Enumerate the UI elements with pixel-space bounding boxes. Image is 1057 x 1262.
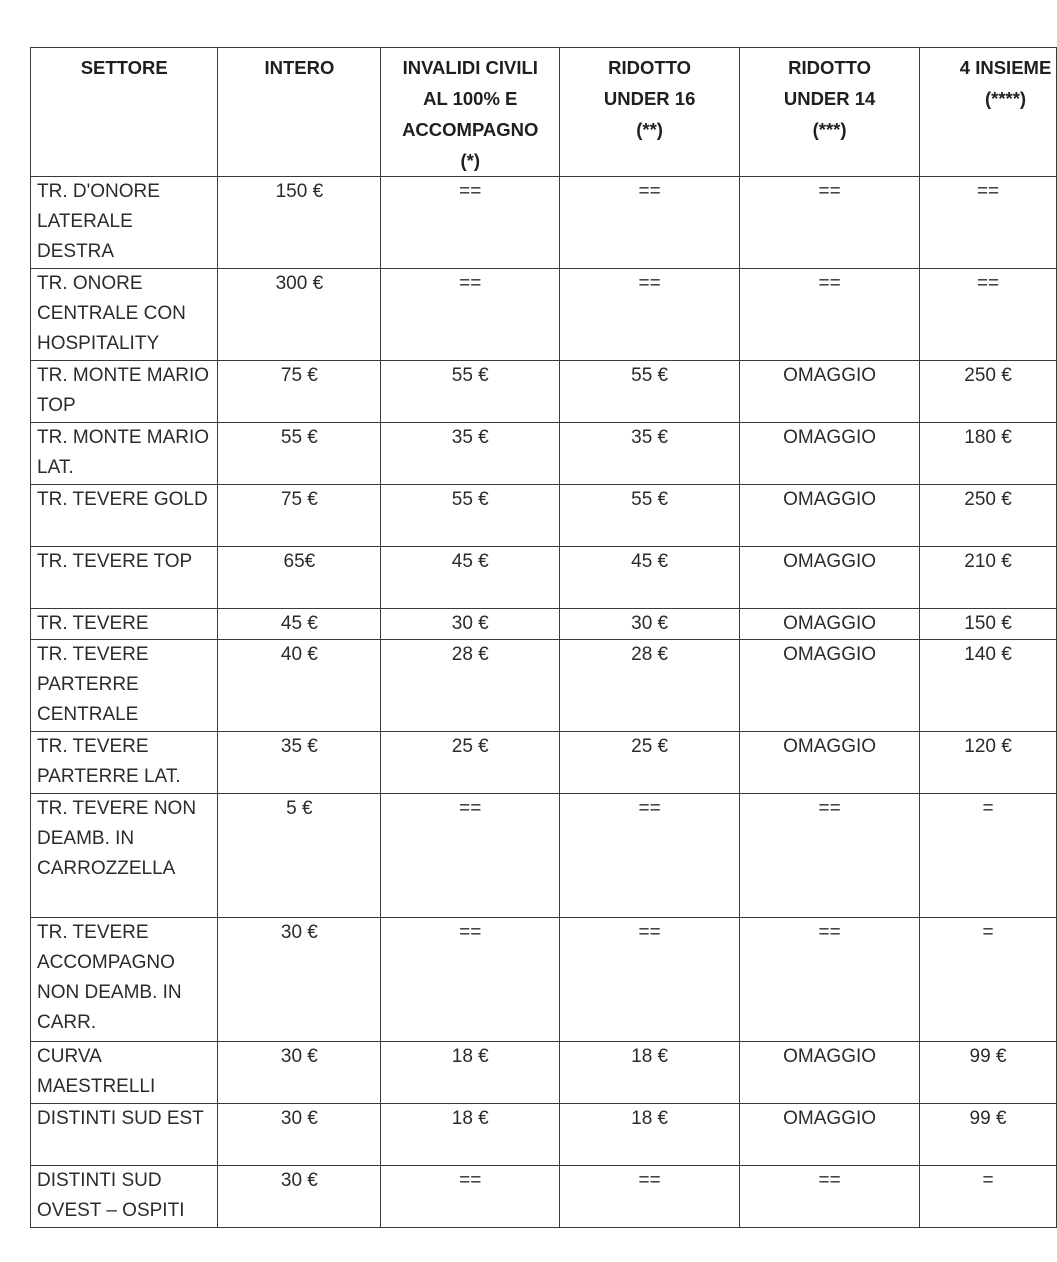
cell-under-16: 28 € — [560, 640, 740, 732]
cell-4-insieme: 120 € — [920, 732, 1057, 794]
cell-settore: CURVA MAESTRELLI — [31, 1042, 218, 1104]
cell-settore: TR. MONTE MARIO TOP — [31, 361, 218, 423]
cell-settore: TR. TEVERE TOP — [31, 547, 218, 609]
cell-under-16: 25 € — [560, 732, 740, 794]
cell-invalidi: == — [381, 1166, 560, 1228]
cell-invalidi: 55 € — [381, 485, 560, 547]
table-row — [31, 732, 1057, 794]
cell-intero: 30 € — [218, 1042, 381, 1104]
cell-4-insieme: == — [920, 177, 1057, 269]
cell-under-16: == — [560, 794, 740, 918]
cell-invalidi: == — [381, 269, 560, 361]
cell-under-14: OMAGGIO — [740, 423, 920, 485]
table-row — [31, 794, 1057, 918]
cell-under-14: OMAGGIO — [740, 1104, 920, 1166]
price-table — [30, 47, 1057, 1228]
cell-settore: DISTINTI SUD OVEST – OSPITI — [31, 1166, 218, 1228]
cell-4-insieme: 99 € — [920, 1104, 1057, 1166]
cell-under-14: == — [740, 918, 920, 1042]
table-row — [31, 423, 1057, 485]
table-row — [31, 918, 1057, 1042]
cell-settore: TR. D'ONORE LATERALE DESTRA — [31, 177, 218, 269]
header-settore: SETTORE — [31, 48, 218, 177]
cell-4-insieme: 140 € — [920, 640, 1057, 732]
cell-settore: TR. TEVERE — [31, 609, 218, 640]
cell-settore: TR. TEVERE ACCOMPAGNO NON DEAMB. IN CARR. — [31, 918, 218, 1042]
table-row — [31, 1166, 1057, 1228]
cell-under-14: OMAGGIO — [740, 640, 920, 732]
cell-intero: 300 € — [218, 269, 381, 361]
table-row — [31, 640, 1057, 732]
header-intero: INTERO — [218, 48, 381, 177]
cell-intero: 55 € — [218, 423, 381, 485]
cell-intero: 35 € — [218, 732, 381, 794]
cell-invalidi: 45 € — [381, 547, 560, 609]
cell-under-14: OMAGGIO — [740, 361, 920, 423]
price-table-body — [31, 177, 1057, 1228]
header-row — [31, 48, 1057, 177]
cell-settore: TR. ONORE CENTRALE CON HOSPITALITY — [31, 269, 218, 361]
cell-under-16: 55 € — [560, 485, 740, 547]
cell-4-insieme: 250 € — [920, 485, 1057, 547]
cell-under-14: OMAGGIO — [740, 609, 920, 640]
cell-intero: 30 € — [218, 1166, 381, 1228]
cell-invalidi: 28 € — [381, 640, 560, 732]
cell-intero: 5 € — [218, 794, 381, 918]
cell-under-14: OMAGGIO — [740, 485, 920, 547]
cell-under-16: 18 € — [560, 1042, 740, 1104]
cell-intero: 30 € — [218, 1104, 381, 1166]
cell-intero: 75 € — [218, 485, 381, 547]
cell-under-14: OMAGGIO — [740, 1042, 920, 1104]
cell-intero: 75 € — [218, 361, 381, 423]
cell-invalidi: == — [381, 794, 560, 918]
cell-intero: 65€ — [218, 547, 381, 609]
cell-settore: TR. MONTE MARIO LAT. — [31, 423, 218, 485]
cell-invalidi: 25 € — [381, 732, 560, 794]
cell-under-14: == — [740, 269, 920, 361]
cell-settore: DISTINTI SUD EST — [31, 1104, 218, 1166]
table-row — [31, 1104, 1057, 1166]
cell-4-insieme: == — [920, 269, 1057, 361]
cell-invalidi: 35 € — [381, 423, 560, 485]
cell-settore: TR. TEVERE GOLD — [31, 485, 218, 547]
header-ridotto-under-14: RIDOTTO UNDER 14 (***) — [740, 48, 920, 177]
cell-4-insieme: = — [920, 794, 1057, 918]
cell-intero: 40 € — [218, 640, 381, 732]
cell-under-14: == — [740, 1166, 920, 1228]
header-invalidi-civili: INVALIDI CIVILI AL 100% E ACCOMPAGNO (*) — [381, 48, 560, 177]
table-row — [31, 609, 1057, 640]
cell-invalidi: 30 € — [381, 609, 560, 640]
cell-intero: 30 € — [218, 918, 381, 1042]
cell-invalidi: 18 € — [381, 1104, 560, 1166]
header-4-insieme: 4 INSIEME (****) — [920, 48, 1057, 177]
table-row — [31, 269, 1057, 361]
cell-intero: 150 € — [218, 177, 381, 269]
header-ridotto-under-16: RIDOTTO UNDER 16 (**) — [560, 48, 740, 177]
cell-under-14: OMAGGIO — [740, 732, 920, 794]
cell-under-16: 30 € — [560, 609, 740, 640]
cell-4-insieme: 250 € — [920, 361, 1057, 423]
cell-intero: 45 € — [218, 609, 381, 640]
cell-under-16: 18 € — [560, 1104, 740, 1166]
cell-under-14: OMAGGIO — [740, 547, 920, 609]
cell-settore: TR. TEVERE NON DEAMB. IN CARROZZELLA — [31, 794, 218, 918]
cell-invalidi: == — [381, 918, 560, 1042]
table-row — [31, 1042, 1057, 1104]
cell-invalidi: 55 € — [381, 361, 560, 423]
table-row — [31, 177, 1057, 269]
cell-under-16: 45 € — [560, 547, 740, 609]
cell-4-insieme: = — [920, 1166, 1057, 1228]
cell-under-16: 55 € — [560, 361, 740, 423]
cell-under-14: == — [740, 794, 920, 918]
cell-under-16: 35 € — [560, 423, 740, 485]
cell-invalidi: 18 € — [381, 1042, 560, 1104]
table-row — [31, 485, 1057, 547]
cell-under-14: == — [740, 177, 920, 269]
cell-invalidi: == — [381, 177, 560, 269]
table-row — [31, 361, 1057, 423]
cell-4-insieme: 180 € — [920, 423, 1057, 485]
table-row — [31, 547, 1057, 609]
cell-4-insieme: 150 € — [920, 609, 1057, 640]
cell-under-16: == — [560, 1166, 740, 1228]
cell-under-16: == — [560, 269, 740, 361]
cell-settore: TR. TEVERE PARTERRE LAT. — [31, 732, 218, 794]
cell-under-16: == — [560, 177, 740, 269]
price-table-header — [31, 48, 1057, 177]
cell-settore: TR. TEVERE PARTERRE CENTRALE — [31, 640, 218, 732]
cell-4-insieme: 99 € — [920, 1042, 1057, 1104]
cell-4-insieme: 210 € — [920, 547, 1057, 609]
cell-4-insieme: = — [920, 918, 1057, 1042]
cell-under-16: == — [560, 918, 740, 1042]
